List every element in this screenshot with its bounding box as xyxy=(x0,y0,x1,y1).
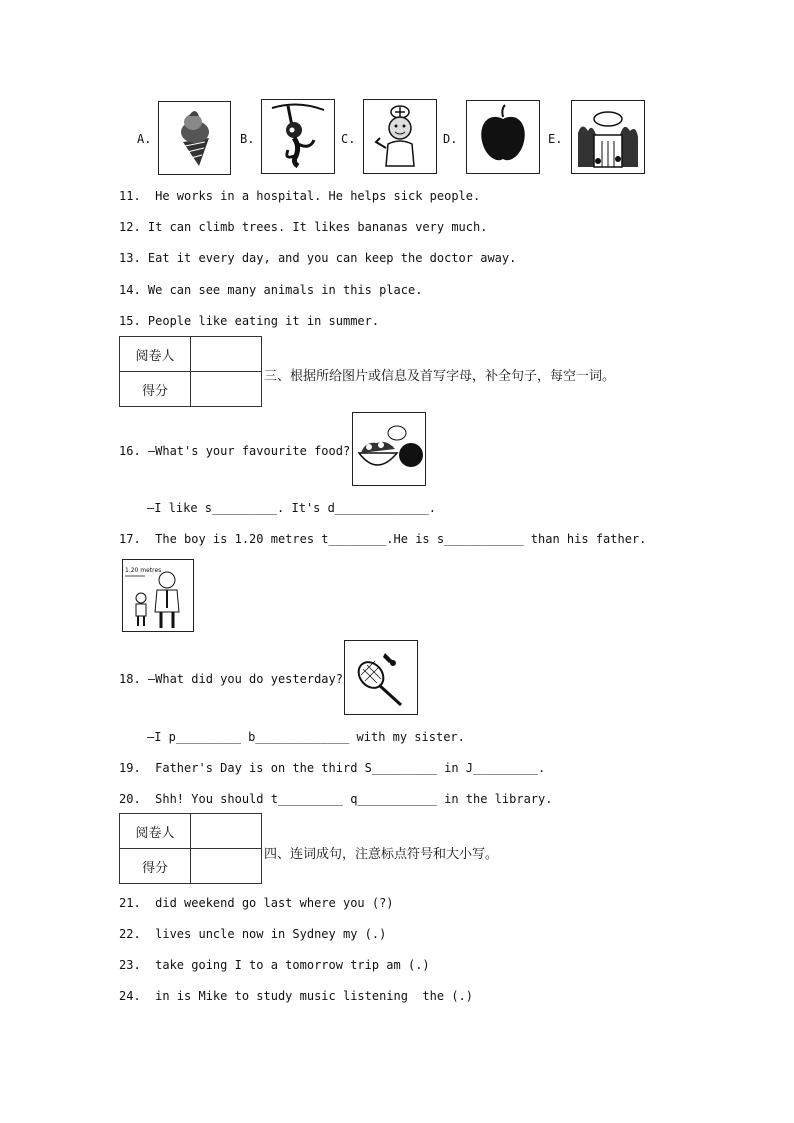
question-14: 14. We can see many animals in this place. xyxy=(119,283,423,297)
option-c-label: C. xyxy=(341,132,356,146)
score-table-section4 xyxy=(119,813,262,884)
score-label: 得分 xyxy=(120,849,191,884)
badminton-icon xyxy=(345,641,416,713)
section4-title: 四、连词成句，注意标点符号和大小写。 xyxy=(264,847,499,862)
option-e-image xyxy=(571,100,645,174)
question-22: 22. lives uncle now in Sydney my (.) xyxy=(119,927,387,941)
option-c-image xyxy=(363,99,437,174)
question-19: 19. Father's Day is on the third S_________ in J_________. xyxy=(119,761,546,775)
question-23: 23. take going I to a tomorrow trip am (.) xyxy=(119,958,430,972)
question-21: 21. did weekend go last where you (?) xyxy=(119,896,394,910)
reviewer-label: 阅卷人 xyxy=(120,337,191,372)
reviewer-cell[interactable] xyxy=(191,337,262,372)
option-d-image xyxy=(466,100,540,174)
boy-and-father-icon xyxy=(123,560,192,630)
question-24: 24. in is Mike to study music listening the (.) xyxy=(119,989,474,1003)
question-18-prompt: 18. —What did you do yesterday? xyxy=(119,672,343,686)
q18-image xyxy=(344,640,418,715)
score-cell[interactable] xyxy=(191,849,262,884)
question-20: 20. Shh! You should t_________ q___________ in the library. xyxy=(119,792,553,806)
score-cell[interactable] xyxy=(191,372,262,407)
monkey-icon xyxy=(262,100,333,172)
option-b-image xyxy=(261,99,335,174)
question-13: 13. Eat it every day, and you can keep the doctor away. xyxy=(119,251,517,265)
question-15: 15. People like eating it in summer. xyxy=(119,314,380,328)
reviewer-label: 阅卷人 xyxy=(120,814,191,849)
option-b-label: B. xyxy=(240,132,255,146)
q17-image xyxy=(122,559,194,632)
score-label: 得分 xyxy=(120,372,191,407)
zoo-icon xyxy=(572,101,643,172)
food-icon xyxy=(353,413,424,484)
q16-image xyxy=(352,412,426,486)
q17-image-label: 1.20 metres xyxy=(125,567,162,574)
score-table-section3 xyxy=(119,336,262,407)
option-a-label: A. xyxy=(137,132,152,146)
question-18-answer: —I p_________ b_____________ with my sister. xyxy=(147,730,465,744)
reviewer-cell[interactable] xyxy=(191,814,262,849)
apple-icon xyxy=(467,101,538,172)
question-16-prompt: 16. —What's your favourite food? xyxy=(119,444,351,458)
section3-title: 三、根据所给图片或信息及首写字母，补全句子，每空一词。 xyxy=(264,369,616,384)
doctor-icon xyxy=(364,100,435,172)
question-16-answer: —I like s_________. It's d_____________. xyxy=(147,501,436,515)
question-12: 12. It can climb trees. It likes bananas very much. xyxy=(119,220,488,234)
option-a-image xyxy=(158,101,231,175)
ice-cream-icon xyxy=(159,102,229,173)
option-d-label: D. xyxy=(443,132,458,146)
question-11: 11. He works in a hospital. He helps sick people. xyxy=(119,189,481,203)
question-17: 17. The boy is 1.20 metres t________.He is s___________ than his father. xyxy=(119,532,647,546)
option-e-label: E. xyxy=(548,132,563,146)
